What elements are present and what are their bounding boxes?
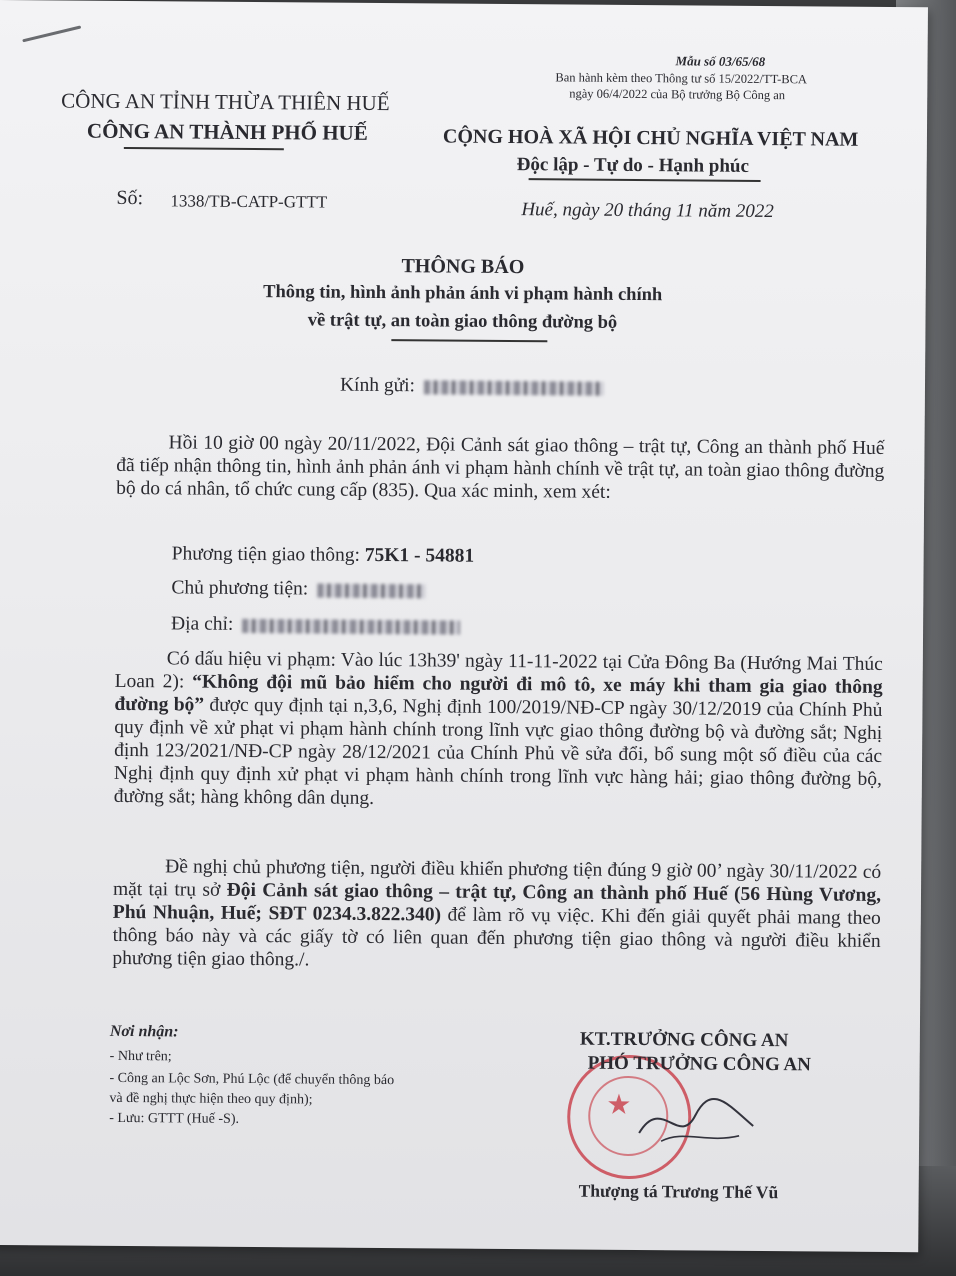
document-number-label: Số: bbox=[116, 186, 144, 210]
signer-name: Thượng tá Trương Thế Vũ bbox=[578, 1180, 779, 1203]
owner-label: Chủ phương tiện: bbox=[171, 577, 309, 600]
handwritten-signature bbox=[631, 1085, 762, 1156]
violation-description: “Không đội mũ bảo hiểm cho người đi mô tô, xe máy khi tham gia giao thông đường bộ” bbox=[114, 671, 883, 716]
addressee-label: Kính gửi: bbox=[339, 374, 416, 397]
document-title: THÔNG BÁO bbox=[401, 255, 525, 279]
subtitle-underline bbox=[391, 339, 547, 342]
form-number: Mẫu số 03/65/68 bbox=[675, 53, 766, 70]
vehicle-plate: 75K1 - 54881 bbox=[364, 544, 475, 567]
signature-title-line1: KT.TRƯỞNG CÔNG AN bbox=[579, 1028, 789, 1052]
recipient-item: - Như trên; bbox=[109, 1048, 172, 1065]
addressee-line bbox=[340, 375, 604, 399]
document-number: 1338/TB-CATP-GTTT bbox=[170, 191, 328, 212]
parent-organization: CÔNG AN TỈNH THỪA THIÊN HUẾ bbox=[61, 88, 390, 116]
request-location: Đội Cảnh sát giao thông – trật tự, Công an thành phố Huế (56 Hùng Vương, Phú Nhuận, Huế; SĐT 0234.3.822.340) bbox=[112, 879, 882, 926]
address-label: Địa chỉ: bbox=[171, 613, 234, 635]
motto-underline bbox=[529, 178, 761, 181]
document-subtitle-line1: Thông tin, hình ảnh phản ánh vi phạm hành chính bbox=[263, 282, 663, 306]
recipient-item: và đề nghị thực hiện theo quy định); bbox=[109, 1090, 313, 1108]
intro-paragraph: Hồi 10 giờ 00 ngày 20/11/2022, Đội Cảnh sát giao thông – trật tự, Công an thành phố Huế đã tiếp nhận thông tin, hình ảnh phản ánh vi phạm hành chính về trật tự, an toàn giao thông đường bộ do cá nhân, tổ chức cung cấp (835). Qua xác minh, xem xét: bbox=[116, 432, 885, 503]
seal-star-icon: ★ bbox=[606, 1089, 632, 1121]
recipients-title: Nơi nhận: bbox=[109, 1022, 179, 1041]
recipient-item: - Lưu: GTTT (Huế -S). bbox=[109, 1110, 240, 1127]
issuing-organization: CÔNG AN THÀNH PHỐ HUẾ bbox=[86, 118, 368, 145]
recipient-item: - Công an Lộc Sơn, Phú Lộc (để chuyển thông báo bbox=[109, 1070, 395, 1089]
owner-line bbox=[171, 577, 425, 601]
violation-intro: Có dấu hiệu vi phạm: Vào lúc 13h39' ngày 11-11-2022 tại Cửa Đông Ba (Hướng Mai Thúc Loan 2): bbox=[114, 648, 883, 693]
pen-mark bbox=[22, 25, 81, 42]
form-reference-line2: ngày 06/4/2022 của Bộ trưởng Bộ Công an bbox=[569, 86, 786, 103]
redacted-owner bbox=[317, 583, 425, 598]
address-line bbox=[171, 613, 460, 637]
vehicle-line bbox=[172, 543, 475, 567]
country-name: CỘNG HOÀ XÃ HỘI CHỦ NGHĨA VIỆT NAM bbox=[442, 125, 859, 151]
redacted-address bbox=[242, 618, 460, 634]
document-date: Huế, ngày 20 tháng 11 năm 2022 bbox=[521, 199, 774, 223]
org-underline bbox=[124, 147, 284, 150]
request-paragraph bbox=[112, 855, 881, 976]
request-instructions: để làm rõ vụ việc. Khi đến giải quyết phải mang theo thông báo này và các giấy tờ có liên quan đến phương tiện giao thông và người điều khiển phương tiện giao thông./. bbox=[112, 904, 881, 971]
document-subtitle-line2: về trật tự, an toàn giao thông đường bộ bbox=[307, 310, 618, 333]
signature-title-line2: PHÓ TRƯỞNG CÔNG AN bbox=[587, 1052, 812, 1076]
vehicle-label: Phương tiện giao thông: bbox=[171, 543, 360, 566]
request-intro: Đề nghị chủ phương tiện, người điều khiển phương tiện đúng 9 giờ 00’ ngày 30/11/2022 có mặt tại trụ sở bbox=[112, 856, 882, 901]
national-motto: Độc lập - Tự do - Hạnh phúc bbox=[516, 154, 750, 177]
violation-paragraph bbox=[114, 647, 883, 814]
violation-legal-basis: được quy định tại n,3,6, Nghị định 100/2019/NĐ-CP ngày 30/12/2019 của Chính Phủ quy định về xử phạt vi phạm hành chính trong lĩnh vực giao thông đường bộ và đường sắt; Nghị định 123/2021/NĐ-CP ngày 28/12/2021 của Chính Phủ về sửa đổi, bổ sung một số điều của các Nghị định quy định xử phạt vi phạm hành chính trong lĩnh vực hàng hải; giao thông đường bộ, đường sắt; hàng không dân dụng. bbox=[113, 694, 883, 809]
form-reference-line1: Ban hành kèm theo Thông tư số 15/2022/TT-BCA bbox=[555, 70, 808, 87]
redacted-addressee bbox=[424, 380, 604, 395]
